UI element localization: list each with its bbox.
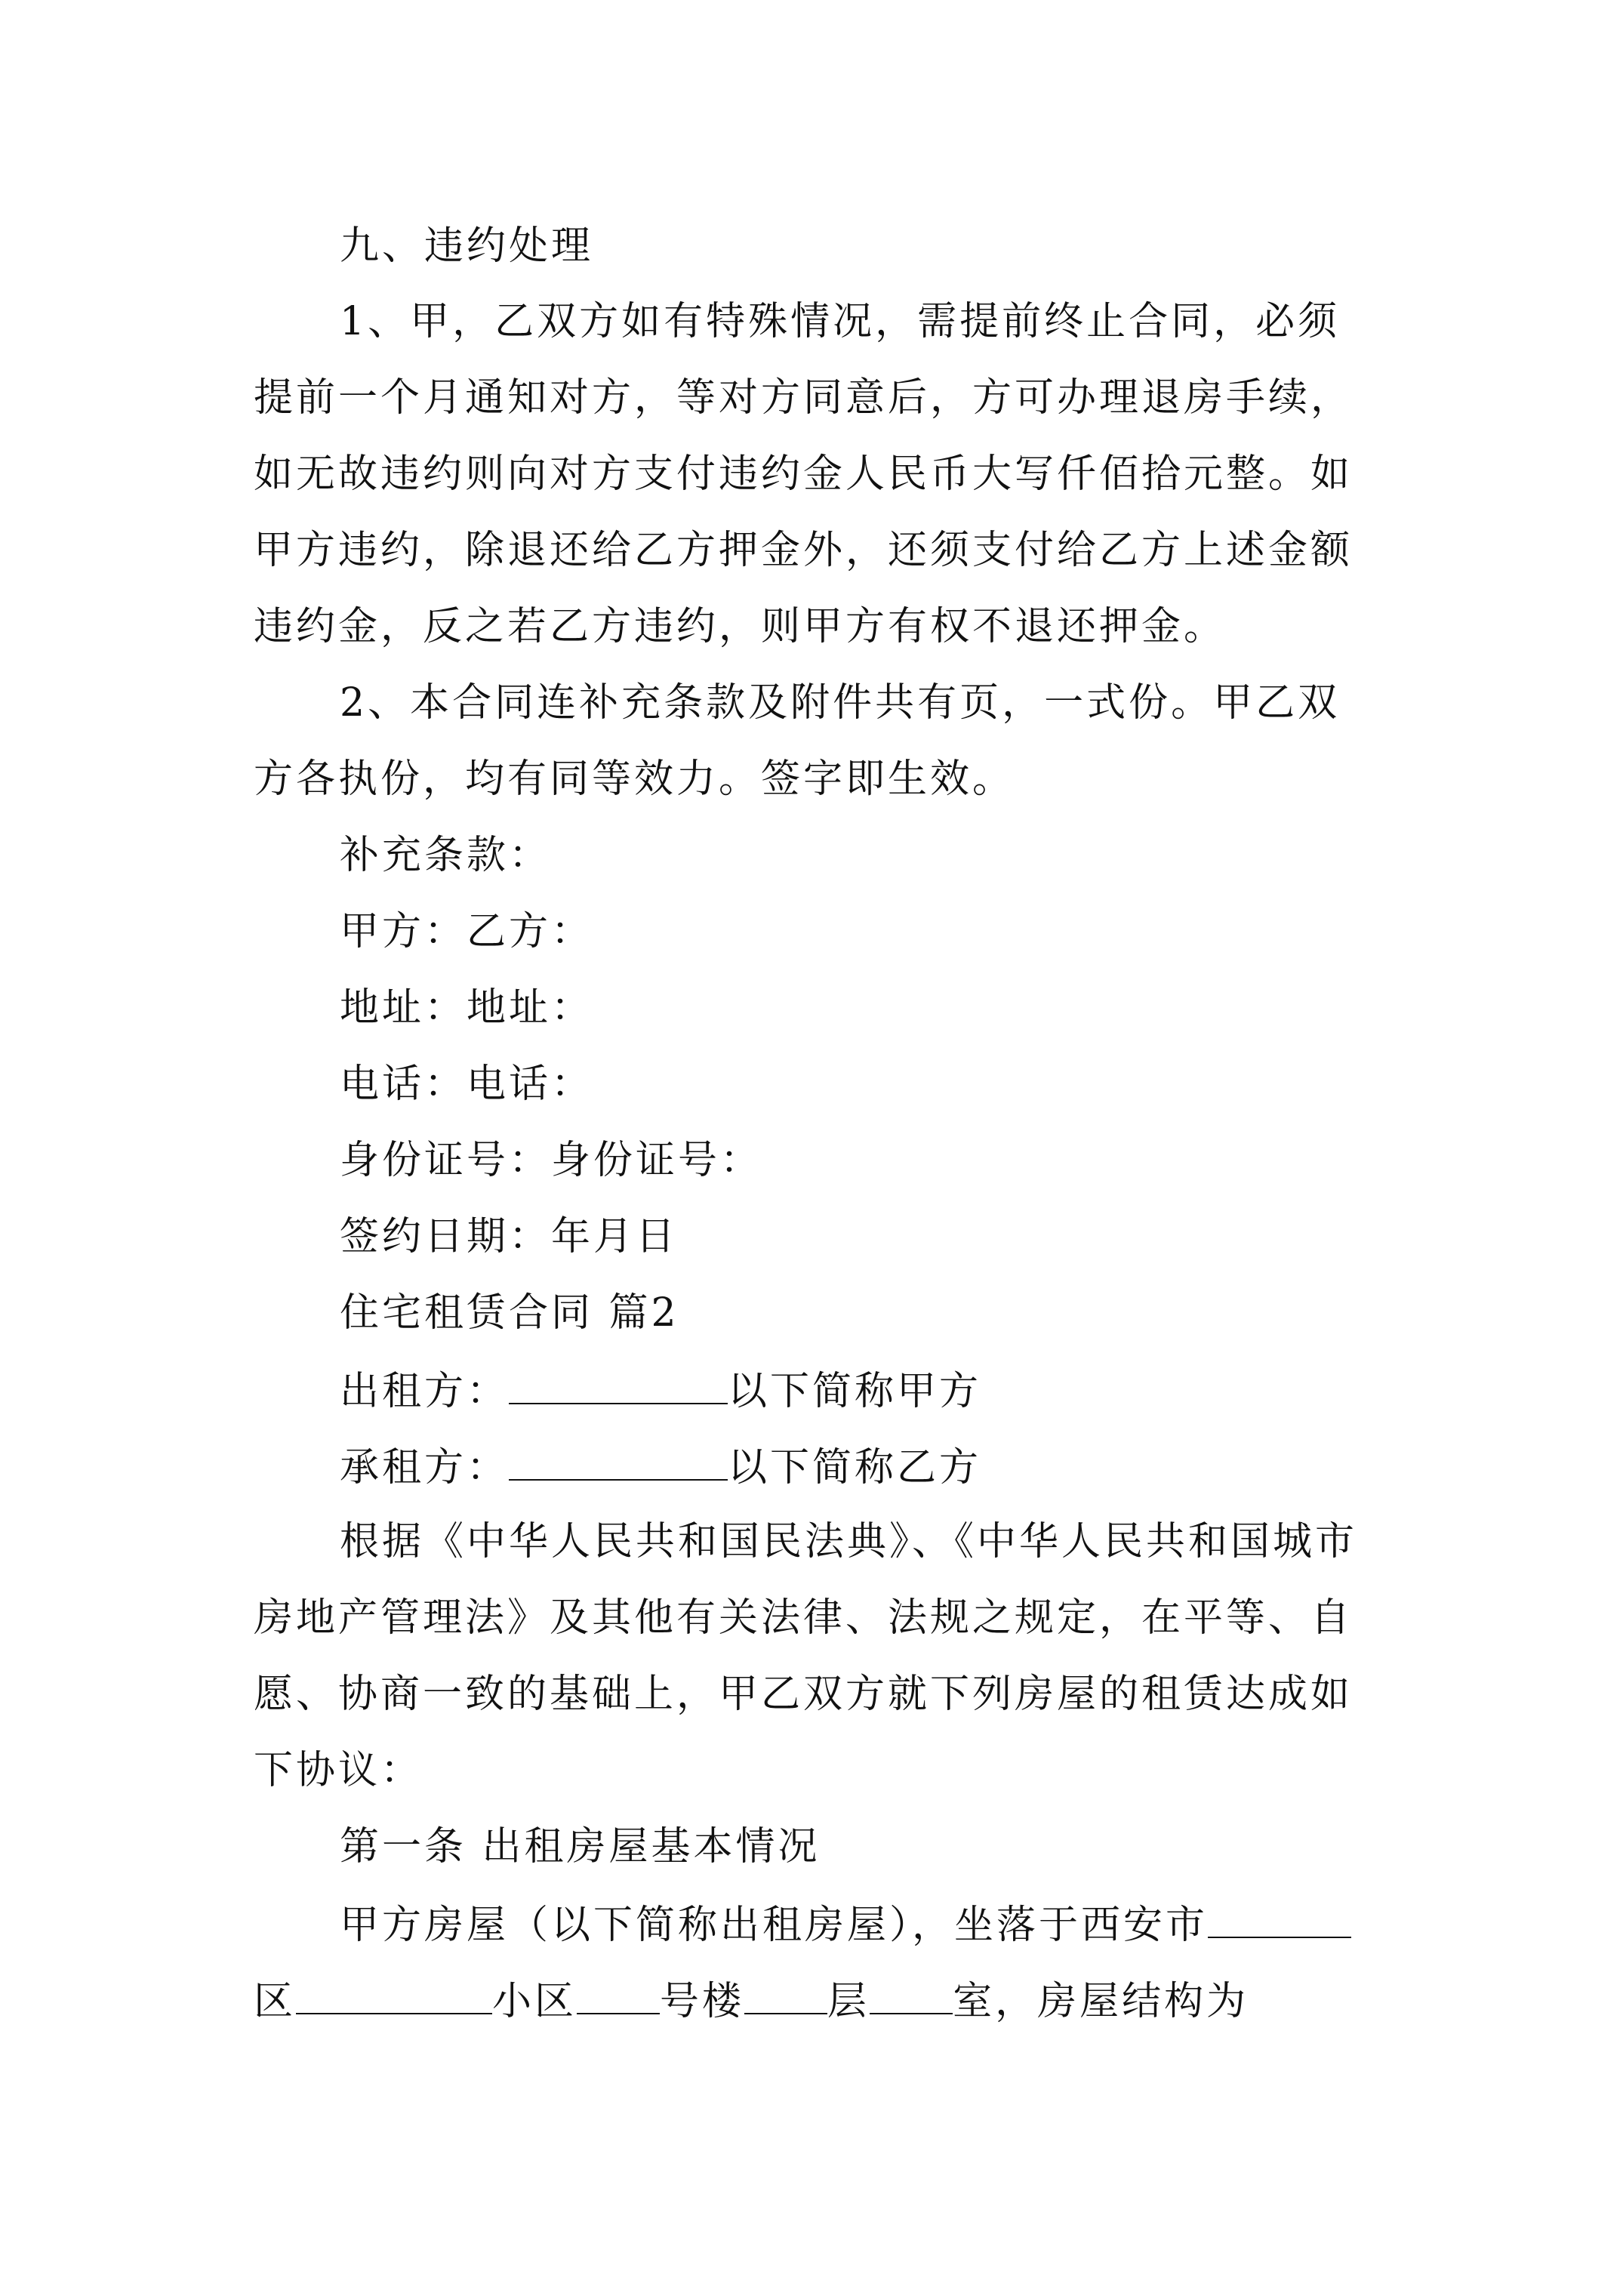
sign-date-line: 签约日期：年月日 [340, 1214, 679, 1259]
community-blank [577, 1977, 660, 2014]
district-label: 区 [254, 1979, 297, 2024]
intro-line: 愿、协商一致的基础上，甲乙双方就下列房屋的租赁达成如 [254, 1672, 1354, 1717]
lessee-blank [509, 1443, 728, 1481]
clause2-line: 2、本合同连补充条款及附件共有页，一式份。甲乙双 [340, 680, 1341, 726]
floor-label: 层 [827, 1979, 870, 2024]
clause1-line: 违约金，反之若乙方违约，则甲方有权不退还押金。 [254, 604, 1227, 649]
lessor-label: 出租方： [340, 1369, 510, 1414]
lessee-suffix: 以下简称乙方 [728, 1445, 982, 1490]
building-label: 号楼 [660, 1979, 745, 2024]
lessee-label: 承租方： [340, 1445, 510, 1490]
address-line: 地址：地址： [340, 985, 594, 1031]
district-blank [296, 1977, 492, 2014]
intro-line: 下协议： [254, 1748, 423, 1793]
lessee-line [340, 1443, 981, 1490]
party-line: 甲方：乙方： [340, 909, 594, 954]
id-number-line: 身份证号：身份证号： [340, 1138, 763, 1183]
intro-line: 根据《中华人民共和国民法典》、《中华人民共和国城市 [340, 1519, 1358, 1564]
floor-blank [870, 1977, 953, 2014]
clause1-line: 如无故违约则向对方支付违约金人民币大写仟佰拾元整。如 [254, 451, 1354, 497]
article1-title: 第一条 出租房屋基本情况 [340, 1824, 821, 1869]
city-blank [1208, 1900, 1351, 1938]
clause1-line: 1、甲，乙双方如有特殊情况，需提前终止合同，必须 [340, 299, 1341, 344]
clause1-line: 甲方违约，除退还给乙方押金外，还须支付给乙方上述金额 [254, 528, 1354, 573]
article1-line1 [340, 1900, 1351, 1948]
article1-text: 甲方房屋（以下简称出租房屋），坐落于西安市 [340, 1903, 1209, 1948]
community-label: 小区 [492, 1979, 577, 2024]
lessor-suffix: 以下简称甲方 [728, 1369, 982, 1414]
section-nine-title: 九、违约处理 [340, 223, 594, 269]
supplementary-label: 补充条款： [340, 833, 552, 878]
lessor-line [340, 1367, 981, 1414]
lessor-blank [509, 1367, 728, 1404]
contract2-title: 住宅租赁合同 篇2 [340, 1290, 679, 1336]
intro-line: 房地产管理法》及其他有关法律、法规之规定，在平等、自 [254, 1595, 1354, 1641]
clause1-line: 提前一个月通知对方，等对方同意后，方可办理退房手续， [254, 375, 1354, 421]
room-structure-label: 室，房屋结构为 [953, 1979, 1249, 2024]
building-blank [744, 1977, 827, 2014]
phone-line: 电话：电话： [340, 1062, 594, 1107]
clause2-line: 方各执份，均有同等效力。签字即生效。 [254, 757, 1015, 802]
article1-line2 [254, 1977, 1249, 2024]
